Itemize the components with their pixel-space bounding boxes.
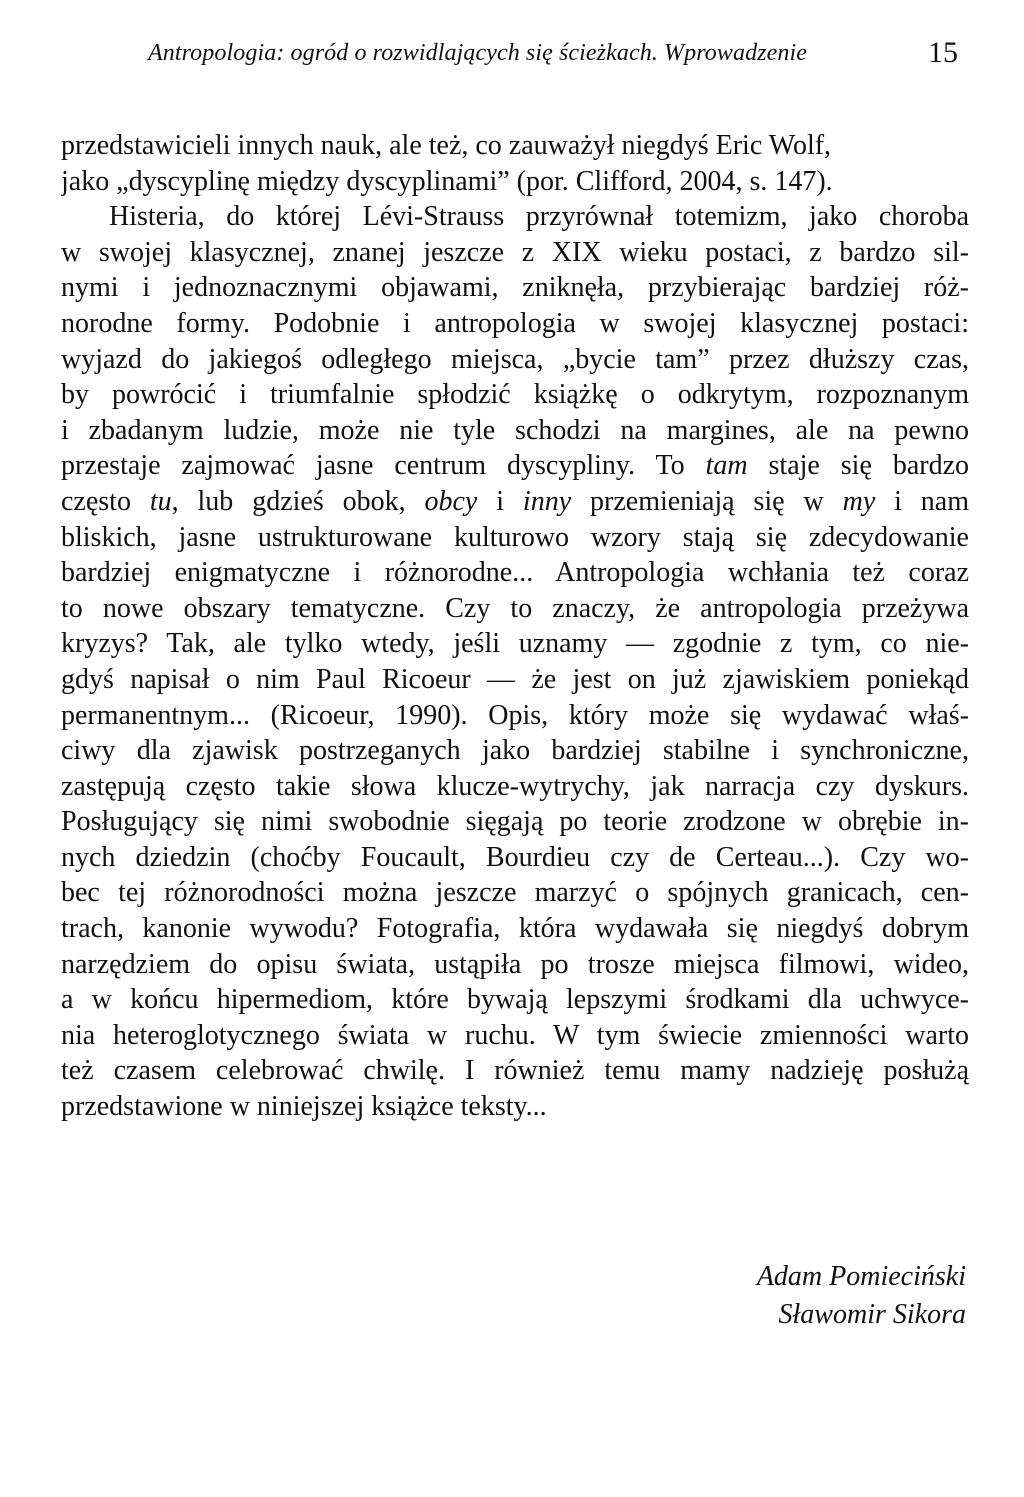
text-line: też czasem celebrować chwilę. I również temu mamy nadzieję posłużą [61, 1055, 969, 1087]
text-line: norodne formy. Podobnie i antropologia w swojej klasycznej postaci: [61, 307, 969, 339]
text-line: w swojej klasycznej, znanej jeszcze z XIX wieku postaci, z bardzo sil- [61, 236, 969, 268]
text-line: narzędziem do opisu świata, ustąpiła po trosze miejsca filmowi, wideo, [61, 948, 969, 980]
page-number: 15 [928, 36, 958, 69]
text-line: nymi i jednoznacznymi objawami, zniknęła, przybierając bardziej róż- [61, 272, 969, 304]
text-line: przestaje zajmować jasne centrum dyscypliny. To tam staje się bardzo [61, 450, 969, 482]
author-name: Adam Pomieciński [756, 1261, 966, 1292]
text-line: Histeria, do której Lévi-Strauss przyrównał totemizm, jako choroba [109, 201, 969, 233]
text-line: zastępują często takie słowa klucze-wytrychy, jak narracja czy dyskurs. [61, 770, 969, 802]
text-line: by powrócić i triumfalnie spłodzić książkę o odkrytym, rozpoznanym [61, 379, 969, 411]
text-line: Posługujący się nimi swobodnie sięgają po teorie zrodzone w obrębie in- [61, 806, 969, 838]
text-line: to nowe obszary tematyczne. Czy to znaczy, że antropologia przeżywa [61, 592, 969, 624]
text-line: przedstawicieli innych nauk, ale też, co zauważył niegdyś Eric Wolf, [61, 130, 832, 161]
text-line: permanentnym... (Ricoeur, 1990). Opis, który może się wydawać właś- [61, 699, 969, 731]
text-line: bardziej enigmatyczne i różnorodne... Antropologia wchłania też coraz [61, 557, 969, 589]
body-text [61, 128, 969, 1125]
signature-block [757, 1258, 966, 1334]
text-line: ciwy dla zjawisk postrzeganych jako bardziej stabilne i synchroniczne, [61, 735, 969, 767]
text-line: jako „dyscyplinę między dyscyplinami” (por. Clifford, 2004, s. 147). [61, 165, 833, 197]
text-line: nych dziedzin (choćby Foucault, Bourdieu czy de Certeau...). Czy wo- [61, 841, 969, 873]
text-line: gdyś napisał o nim Paul Ricoeur — że jest on już zjawiskiem poniekąd [61, 663, 969, 695]
text-line: a w końcu hipermediom, które bywają lepszymi środkami dla uchwyce- [61, 984, 969, 1016]
text-line: kryzys? Tak, ale tylko wtedy, jeśli uznamy — zgodnie z tym, co nie- [61, 628, 969, 660]
text-line: trach, kanonie wywodu? Fotografia, która wydawała się niegdyś dobrym [61, 913, 969, 945]
running-title: Antropologia: ogród o rozwidlających się ścieżkach. Wprowadzenie [148, 40, 807, 66]
author-name: Sławomir Sikora [778, 1299, 966, 1330]
text-line: często tu, lub gdzieś obok, obcy i inny przemieniają się w my i nam [61, 485, 969, 517]
text-line: wyjazd do jakiegoś odległego miejsca, „bycie tam” przez dłuższy czas, [61, 343, 969, 375]
text-line: i zbadanym ludzie, może nie tyle schodzi na margines, ale na pewno [61, 414, 969, 446]
text-line: bliskich, jasne ustrukturowane kulturowo wzory stają się zdecydowanie [61, 521, 969, 553]
text-line: bec tej różnorodności można jeszcze marzyć o spójnych granicach, cen- [61, 877, 969, 909]
text-line: przedstawione w niniejszej książce teksty... [61, 1091, 547, 1123]
text-line: nia heteroglotycznego świata w ruchu. W tym świecie zmienności warto [61, 1019, 969, 1051]
